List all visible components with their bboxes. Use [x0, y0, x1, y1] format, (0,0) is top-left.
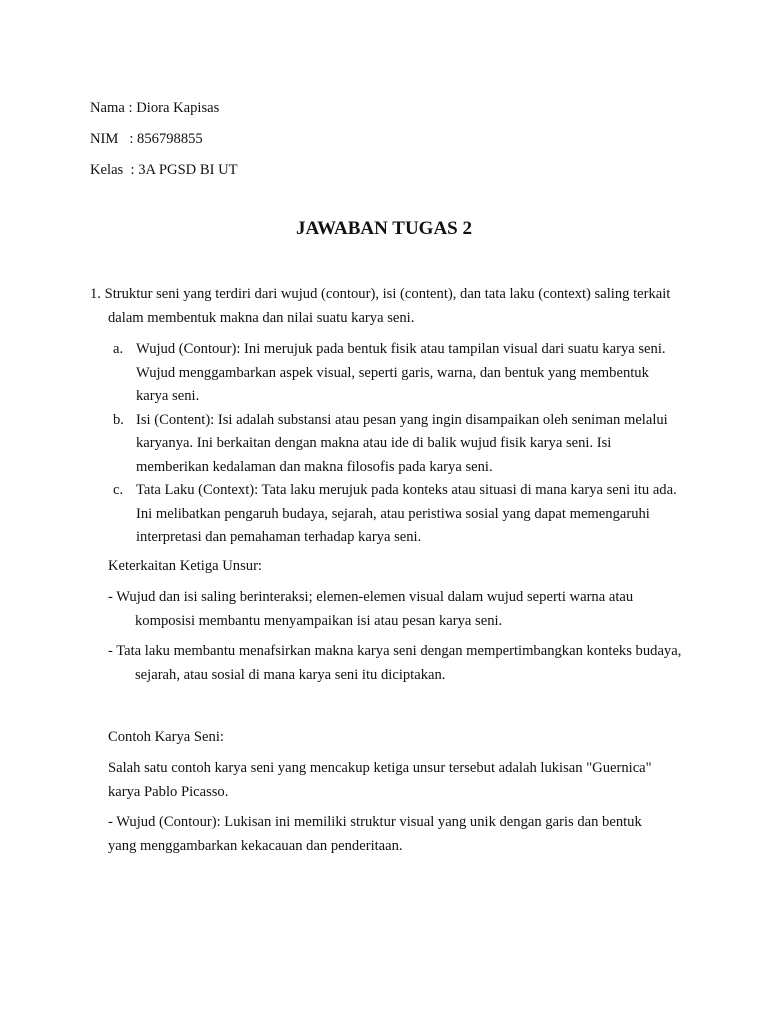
name-label: Nama	[90, 100, 125, 116]
list-marker: c.	[113, 482, 124, 498]
keterkaitan-heading: Keterkaitan Ketiga Unsur:	[108, 558, 262, 574]
list-item-isi	[113, 409, 681, 480]
list-item-text: Wujud (Contour): Ini merujuk pada bentuk fisik atau tampilan visual dari suatu karya seni. Wujud menggambarkan aspek visual, seperti garis, warna, dan bentuk yang membentuk karya seni.	[136, 341, 666, 404]
question-1-paragraph: 1. Struktur seni yang terdiri dari wujud (contour), isi (content), dan tata laku (context) saling terkait dalam membentuk makna dan nilai suatu karya seni.	[90, 286, 671, 326]
kelas-label: Kelas	[90, 162, 124, 178]
struktur-list	[113, 338, 681, 550]
student-class: 3A PGSD BI UT	[138, 162, 238, 178]
list-item-text: Isi (Content): Isi adalah substansi atau pesan yang ingin disampaikan oleh seniman melalui karyanya. Ini berkaitan dengan makna atau ide di balik wujud fisik karya seni. Isi memberikan kedalaman dan makna filosofis pada karya seni.	[136, 411, 668, 475]
student-nim-line: NIM : 856798855	[90, 131, 203, 147]
list-marker: a.	[113, 341, 124, 357]
student-class-line: Kelas : 3A PGSD BI UT	[90, 162, 238, 178]
keterkaitan-point-2: - Tata laku membantu menafsirkan makna karya seni dengan mempertimbangkan konteks budaya, sejarah, atau sosial di mana karya seni itu diciptakan.	[108, 643, 682, 683]
contoh-heading: Contoh Karya Seni:	[108, 729, 224, 745]
list-item-tata-laku	[113, 479, 681, 550]
contoh-intro: Salah satu contoh karya seni yang mencakup ketiga unsur tersebut adalah lukisan "Guernica" karya Pablo Picasso.	[108, 760, 652, 800]
nim-label: NIM	[90, 131, 119, 147]
list-marker: b.	[113, 411, 124, 428]
page-title: JAWABAN TUGAS 2	[296, 218, 472, 239]
student-nim: 856798855	[137, 131, 203, 147]
list-item-text: Tata Laku (Context): Tata laku merujuk pada konteks atau situasi di mana karya seni itu ada. Ini melibatkan pengaruh budaya, sejarah, atau peristiwa sosial yang dapat memengaruhi interpretasi dan pemahaman terhadap karya seni.	[136, 482, 677, 545]
contoh-wujud: - Wujud (Contour): Lukisan ini memiliki struktur visual yang unik dengan garis dan bentuk yang menggambarkan kekacauan dan penderitaan.	[108, 814, 642, 854]
student-name-line: Nama : Diora Kapisas	[90, 100, 220, 116]
keterkaitan-point-1: - Wujud dan isi saling berinteraksi; elemen-elemen visual dalam wujud seperti warna atau komposisi membantu menyampaikan isi atau pesan karya seni.	[108, 589, 634, 629]
student-name: Diora Kapisas	[136, 100, 220, 116]
list-item-wujud	[113, 338, 681, 409]
